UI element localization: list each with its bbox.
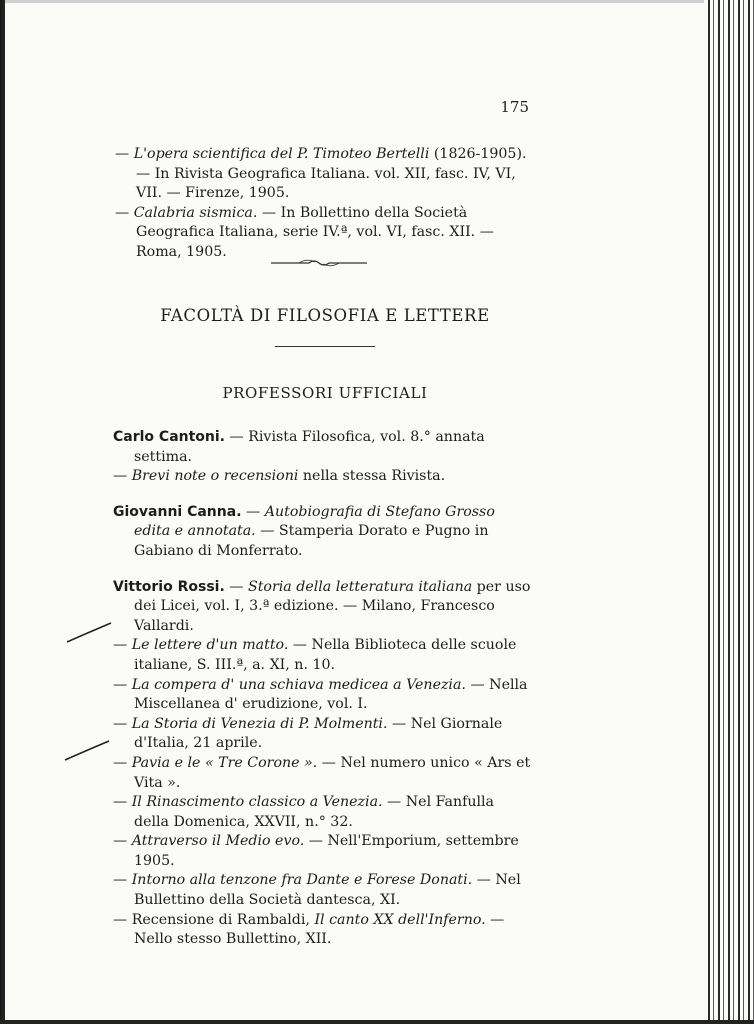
- entry-bertelli: — L'opera scientifica del P. Timoteo Bertelli (1826-1905). — In Rivista Geografica Italiana. vol. XII, fasc. IV, VI, VII. — Firenze, 1905.: [115, 146, 527, 202]
- entry-item: — La compera d' una schiava medicea a Venezia. — Nella Miscellanea d' erudizione, vol. I.: [113, 676, 528, 713]
- entry-item: — La Storia di Venezia di P. Molmenti. — Nel Giornale d'Italia, 21 aprile.: [113, 715, 503, 752]
- entry-item: — Recensione di Rambaldi, Il canto XX dell'Inferno. — Nello stesso Bullettino, XII.: [113, 911, 505, 948]
- entry-title: Autobiografia di Stefano Grosso edita e annotata.: [134, 503, 495, 540]
- entry-item: — Le lettere d'un matto. — Nella Biblioteca delle scuole italiane, S. III.ª, a. XI, n. 10.: [113, 637, 517, 673]
- professors-list: [113, 428, 533, 966]
- pencil-margin-mark: [63, 738, 113, 764]
- page-number: 175: [500, 98, 529, 116]
- entry-title: Storia della letteratura italiana: [248, 578, 473, 595]
- professor-name: Giovanni Canna.: [113, 503, 242, 520]
- preceding-entries: [115, 145, 533, 263]
- professor-block-cantoni: Carlo Cantoni. — Rivista Filosofica, vol. 8.° annata settima. — Brevi note o recensioni nella stessa Rivista.: [113, 429, 485, 485]
- professor-name: Vittorio Rossi.: [113, 578, 225, 595]
- entry-title: Calabria sismica.: [133, 204, 258, 221]
- entry-calabria: — Calabria sismica. — In Bollettino della Società Geografica Italiana, serie IV.ª, vol. VI, fasc. XII. — Roma, 1905.: [115, 204, 494, 260]
- entry-item: — Intorno alla tenzone fra Dante e Forese Donati. — Nel Bullettino della Società dantesca, XI.: [113, 872, 521, 909]
- section-heading: PROFESSORI UFFICIALI: [222, 384, 428, 402]
- book-page: [2, 0, 707, 1020]
- heading-rule: [275, 346, 375, 347]
- pencil-margin-mark: [65, 620, 115, 646]
- professor-block-canna: Giovanni Canna. — Autobiografia di Stefano Grosso edita e annotata. — Stamperia Dorato e Pugno in Gabiano di Monferrato.: [113, 503, 495, 559]
- page-top-edge: [5, 0, 709, 3]
- book-spine-edge: [704, 0, 754, 1024]
- entry-item: — Pavia e le « Tre Corone ». — Nel numero unico « Ars et Vita ».: [113, 754, 531, 791]
- professor-block-rossi: Vittorio Rossi. — Storia della letteratura italiana per uso dei Licei, vol. I, 3.ª edizione. — Milano, Francesco Vallardi. — Le lettere d'un matto. — Nella Biblioteca delle scuole italiane, S. III.ª, a. XI, n. 10. — La compera d' una schiava medicea a Venezia. — Nella Miscellanea d' erudizione, vol. I. — La Storia di Venezia di P. Molmenti. — Nel Giornale d'Italia, 21 aprile. — Pavia e le « Tre Corone ». — Nel numero unico « Ars et Vita ». — Il Rinascimento classico a Venezia. — Nel Fanfulla della Domenica, XXVII, n.° 32. — Attraverso il Medio evo. — Nell'Emporium, settembre 1905. — Intorno alla tenzone fra Dante e Forese Donati. — Nel Bullettino della Società dantesca, XI. — Recensione di Rambaldi, Il canto XX dell'Inferno. — Nello stesso Bullettino, XII.: [113, 578, 533, 950]
- entry-item: — Il Rinascimento classico a Venezia. — Nel Fanfulla della Domenica, XXVII, n.° 32.: [113, 794, 495, 830]
- faculty-heading: FACOLTÀ DI FILOSOFIA E LETTERE: [160, 306, 490, 325]
- professor-name: Carlo Cantoni.: [113, 429, 225, 445]
- entry-title: Brevi note o recensioni: [131, 468, 299, 485]
- page-bottom-edge: [0, 1020, 754, 1024]
- ornament-divider: [269, 256, 369, 270]
- entry-title: L'opera scientifica del P. Timoteo Bertelli: [133, 146, 430, 162]
- entry-item: — Attraverso il Medio evo. — Nell'Emporium, settembre 1905.: [113, 833, 519, 869]
